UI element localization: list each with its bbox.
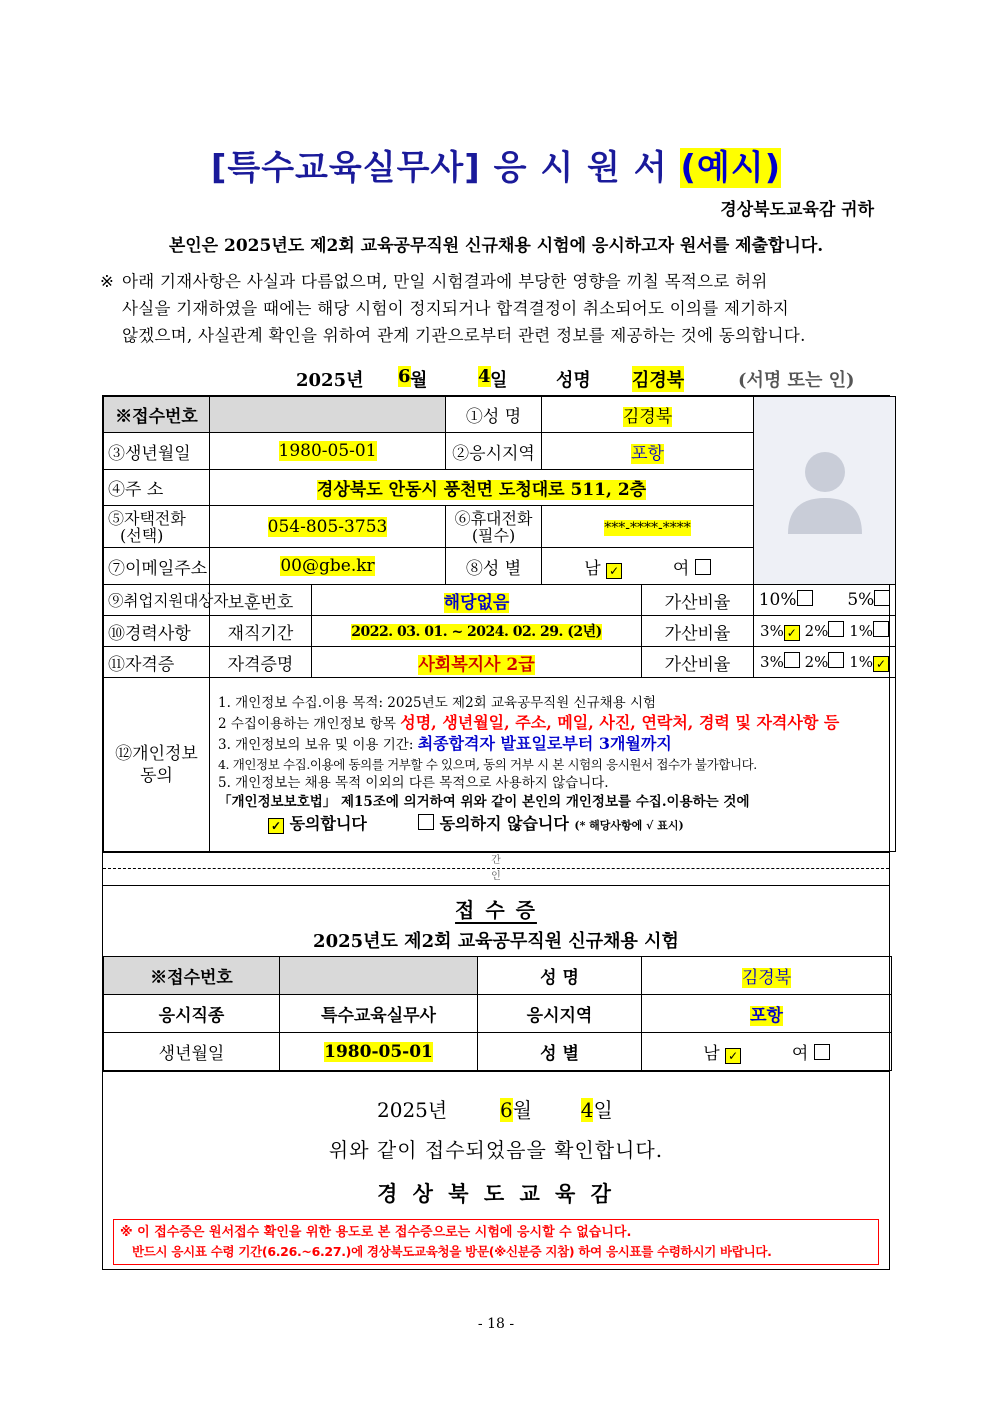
sign-month: 6	[398, 366, 411, 387]
privacy-item-1: 1. 개인정보 수집.이용 목적: 2025년도 제2회 교육공무직원 신규채용 시험	[218, 695, 657, 711]
receipt-gender-options	[642, 1033, 892, 1071]
address-label: ④주 소	[104, 470, 210, 506]
page-number: - 18 -	[477, 1316, 515, 1332]
cert-value[interactable]: 사회복지사 2급	[418, 654, 535, 675]
receipt-date-day-unit: 일	[593, 1098, 613, 1122]
privacy-item-3-highlight: 최종합격자 발표일로부터 3개월까지	[417, 734, 672, 753]
gender-male-label: 남	[584, 558, 601, 579]
address-value[interactable]: 경상북도 안동시 풍천면 도청대로 511, 2층	[316, 480, 647, 500]
support-bonus-options	[754, 585, 896, 616]
cert-2-checkbox[interactable]	[828, 652, 844, 668]
gender-female-checkbox[interactable]	[695, 559, 711, 575]
notice-mark: ※	[100, 272, 115, 291]
receipt-name-label: 성 명	[478, 957, 642, 995]
cert-opt-1: 3%	[760, 653, 784, 671]
region-value[interactable]: 포항	[631, 443, 664, 464]
support-opt-1: 10%	[758, 590, 797, 610]
notice-line-2: 사실을 기재하였을 때에는 해당 시험이 정지되거나 합격결정이 취소되어도 이의를 제기하지	[122, 299, 789, 318]
receipt-region-label: 응시지역	[478, 995, 642, 1033]
receipt-table	[103, 956, 892, 1071]
birth-label: ③생년월일	[104, 433, 210, 470]
privacy-item-6: 「개인정보보호법」 제15조에 의거하여 위와 같이 본인의 개인정보를 수집.이용하는 것에	[218, 794, 750, 810]
cert-opt-3: 1%	[849, 653, 873, 671]
receipt-no-label: ※접수번호	[104, 397, 210, 433]
career-opt-3: 1%	[849, 622, 873, 640]
notice	[100, 268, 900, 349]
receipt-male-label: 남	[703, 1044, 720, 1064]
email-label: ⑦이메일주소	[104, 548, 210, 585]
support-label: ⑨취업지원대상자	[104, 585, 210, 616]
privacy-item-2-highlight: 성명, 생년월일, 주소, 메일, 사진, 연락처, 경력 및 자격사항 등	[400, 713, 840, 732]
privacy-item-4: 4. 개인정보 수집.이용에 동의를 거부할 수 있으며, 동의 거부 시 본 시험의 응시원서 접수가 불가합니다.	[218, 757, 757, 772]
sign-month-unit: 월	[410, 370, 428, 391]
receipt-no-value	[210, 397, 446, 433]
agree-checkbox[interactable]: ✓	[268, 818, 284, 834]
receipt-date-day: 4	[580, 1098, 594, 1122]
home-phone-label-1: ⑤자택전화	[108, 508, 186, 528]
cert-bonus-options	[754, 647, 896, 678]
photo-placeholder[interactable]	[754, 397, 896, 585]
receipt-region-value: 포항	[750, 1006, 783, 1026]
receipt-confirm	[103, 1071, 889, 1269]
receipt-birth-value: 1980-05-01	[324, 1041, 433, 1062]
cut-label-2: 인	[491, 871, 501, 882]
receipt-notice-2: 반드시 응시표 수령 기간(6.26.~6.27.)에 경상북도교육청을 방문(※신분증 지참) 하여 응시표를 수령하시기 바랍니다.	[132, 1244, 772, 1259]
email-value[interactable]: 00@gbe.kr	[280, 556, 375, 576]
application-form	[102, 395, 890, 1270]
birth-value[interactable]: 1980-05-01	[278, 441, 377, 461]
privacy-item-2	[218, 713, 887, 734]
cut-label	[103, 853, 889, 885]
gender-male-checkbox[interactable]: ✓	[606, 563, 622, 579]
receipt-header	[103, 885, 889, 956]
receipt-name-value: 김경북	[741, 968, 792, 988]
receipt-issuer: 경 상 북 도 교 육 감	[377, 1181, 615, 1206]
support-bonus-label: 가산비율	[642, 585, 754, 616]
sign-day: 4	[478, 366, 491, 387]
person-icon	[784, 442, 866, 534]
home-phone-label	[104, 506, 210, 548]
mobile-label-2: (필수)	[471, 525, 516, 545]
career-bonus-options	[754, 616, 896, 647]
title-main: [특수교육실무사] 응 시 원 서	[210, 148, 668, 188]
career-3-checkbox[interactable]: ✓	[784, 625, 800, 641]
notice-line-3: 않겠으며, 사실관계 확인을 위하여 관계 기관으로부터 관련 정보를 제공하는 것에 동의합니다.	[122, 326, 806, 345]
privacy-label	[104, 678, 210, 852]
support-10-checkbox[interactable]	[797, 590, 813, 606]
receipt-no-value	[280, 957, 478, 995]
receipt-notice-1: ※ 이 접수증은 원서접수 확인을 위한 용도로 본 접수증으로는 시험에 응시할 수 없습니다.	[120, 1225, 632, 1240]
disagree-label: 동의하지 않습니다	[439, 814, 569, 833]
gender-options	[542, 548, 754, 585]
gender-label: ⑧성 별	[446, 548, 542, 585]
privacy-label-2: 동의	[140, 765, 173, 786]
cert-bonus-label: 가산비율	[642, 647, 754, 678]
receipt-confirm-text: 위와 같이 접수되었음을 확인합니다.	[328, 1138, 664, 1162]
cert-opt-2: 2%	[804, 653, 829, 671]
privacy-item-5: 5. 개인정보는 채용 목적 이외의 다른 목적으로 사용하지 않습니다.	[218, 775, 609, 791]
cert-label: ⑪자격증	[104, 647, 210, 678]
receipt-date	[377, 1094, 613, 1123]
receipt-date-year: 2025년	[377, 1098, 448, 1122]
receipt-job-value: 특수교육실무사	[280, 995, 478, 1033]
receipt-birth-label: 생년월일	[104, 1033, 280, 1071]
disagree-checkbox[interactable]	[418, 814, 434, 830]
career-bonus-label: 가산비율	[642, 616, 754, 647]
cert-1-checkbox[interactable]: ✓	[873, 656, 889, 672]
name-label: ①성 명	[446, 397, 542, 433]
support-5-checkbox[interactable]	[874, 590, 890, 606]
receipt-notice	[113, 1219, 879, 1265]
home-phone-value[interactable]: 054-805-3753	[267, 516, 388, 537]
sign-line	[290, 362, 900, 392]
mobile-label-1: ⑥휴대전화	[454, 508, 533, 528]
mobile-value[interactable]: ***-****-****	[604, 519, 691, 536]
title-example: (예시)	[680, 148, 782, 188]
cert-3-checkbox[interactable]	[784, 652, 800, 668]
receipt-job-label: 응시직종	[104, 995, 280, 1033]
region-label: ②응시지역	[446, 433, 542, 470]
sign-year: 2025년	[296, 370, 364, 391]
mobile-label	[446, 506, 542, 548]
cut-line	[103, 852, 889, 885]
career-label: ⑩경력사항	[104, 616, 210, 647]
receipt-subtitle: 2025년도 제2회 교육공무직원 신규채용 시험	[313, 931, 679, 952]
sign-hint: (서명 또는 인)	[738, 370, 855, 391]
agree-hint: (* 해당사항에 √ 표시)	[574, 819, 684, 832]
privacy-label-1: ⑫개인정보	[115, 743, 198, 764]
support-value[interactable]: 해당없음	[443, 592, 510, 613]
career-opt-2: 2%	[804, 622, 829, 640]
support-sub: 보훈번호	[210, 585, 312, 616]
support-opt-2: 5%	[847, 590, 875, 610]
declaration: 본인은 2025년도 제2회 교육공무직원 신규채용 시험에 응시하고자 원서를 제출합니다.	[168, 236, 824, 256]
receipt-gender-label: 성 별	[478, 1033, 642, 1071]
sign-day-unit: 일	[490, 370, 508, 391]
receipt-female-checkbox	[814, 1044, 830, 1060]
receipt-date-month-unit: 월	[512, 1098, 532, 1122]
name-value[interactable]: 김경북	[622, 407, 673, 427]
privacy-consent	[210, 678, 896, 852]
notice-line-1: 아래 기재사항은 사실과 다름없으며, 만일 시험결과에 부당한 영향을 끼칠 목적으로 허위	[122, 272, 768, 291]
receipt-male-checkbox: ✓	[725, 1048, 741, 1064]
career-sub: 재직기간	[210, 616, 312, 647]
career-1-checkbox[interactable]	[873, 621, 889, 637]
privacy-consent-choice	[218, 814, 887, 835]
career-2-checkbox[interactable]	[828, 621, 844, 637]
addressee: 경상북도교육감 귀하	[720, 200, 874, 220]
cert-sub: 자격증명	[210, 647, 312, 678]
career-opt-1: 3%	[760, 622, 784, 640]
privacy-item-2-text: 2 수집이용하는 개인정보 항목	[218, 716, 396, 732]
receipt-no-label: ※접수번호	[104, 957, 280, 995]
sign-name-label: 성명	[556, 370, 591, 391]
gender-female-label: 여	[672, 558, 690, 579]
privacy-item-3-text: 3. 개인정보의 보유 및 이용 기간:	[218, 737, 414, 753]
application-table	[103, 396, 896, 852]
career-value[interactable]: 2022. 03. 01. ~ 2024. 02. 29. (2년)	[351, 624, 602, 640]
receipt-date-month: 6	[499, 1098, 513, 1122]
sign-name: 김경북	[632, 366, 684, 392]
receipt-title: 접 수 증	[455, 898, 537, 922]
agree-label: 동의합니다	[289, 814, 367, 833]
privacy-item-3	[218, 734, 887, 755]
receipt-female-label: 여	[791, 1044, 809, 1064]
home-phone-label-2: (선택)	[120, 525, 164, 545]
page-title	[0, 140, 992, 189]
cut-label-1: 간	[491, 855, 501, 866]
